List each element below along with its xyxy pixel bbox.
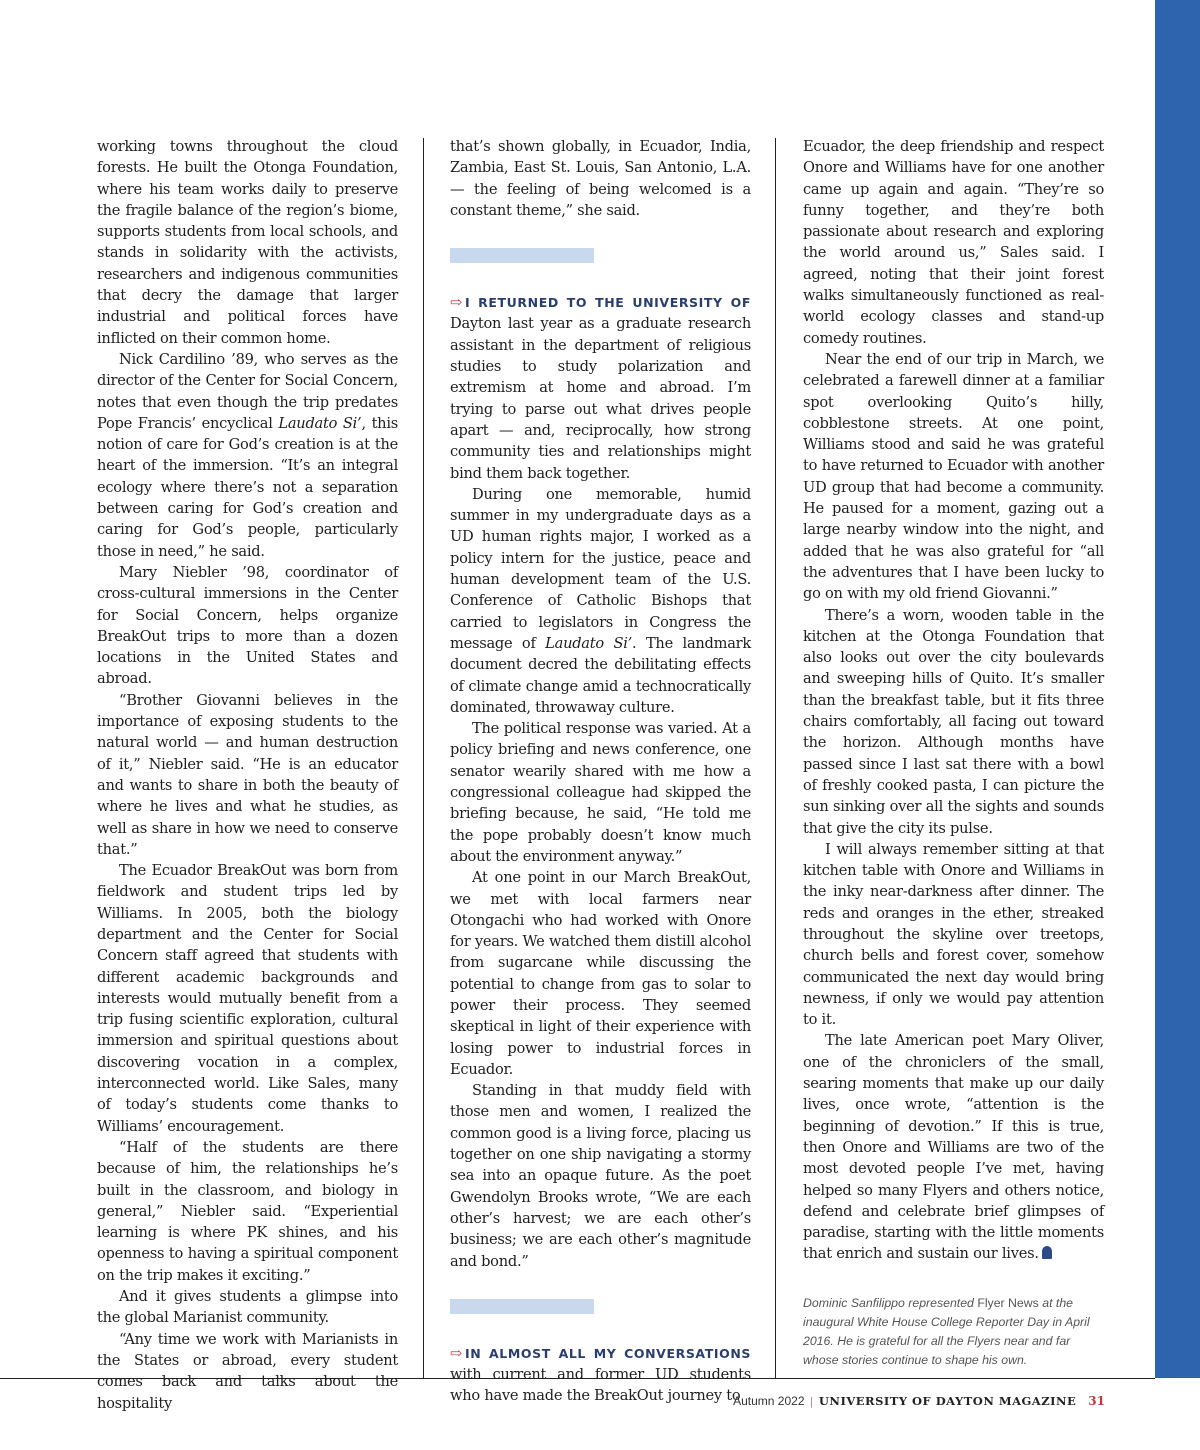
text-run: with current and former UD students who have made the BreakOut journey to: [450, 1366, 751, 1405]
text-run: Dominic Sanfilippo represented: [803, 1295, 978, 1310]
paragraph: “Half of the students are there because of him, the relationships he’s built in the classroom, and biology in general,” Niebler said. “Experiential learning is where PK shines, and his openness to having a spiritual component on the trip makes it exciting.”: [97, 1138, 398, 1284]
paragraph: Near the end of our trip in March, we celebrated a farewell dinner at a familiar spot overlooking Quito’s hilly, cobblestone streets. At one point, Williams stood and said he was grateful to have returned to Ecuador with another UD group that had become a community. He paused for a moment, gazing out a large nearby window into the night, and added that he was also grateful for “all the adventures that I have been lucky to go on with my old friend Giovanni.”: [803, 350, 1104, 603]
text-run: Nick Cardilino ’89, who serves as the director of the Center for Social Concern, notes that even though the trip predates Pope Francis’ encyclical: [97, 350, 398, 432]
paragraph: working towns throughout the cloud forests. He built the Otonga Foundation, where his team works daily to preserve the fragile balance of the region’s biome, supports students from local schools, and stands in solidarity with the activists, researchers and indigenous communities that decry the damage that larger industrial and political forces have inflicted on their common home.: [97, 138, 398, 347]
text-run: . The landmark document decred the debilitating effects of climate change amid a technocratically dominated, throwaway culture.: [450, 634, 751, 716]
encyclical-title: Laudato Si’: [278, 414, 362, 432]
paragraph: Standing in that muddy field with those men and women, I realized the common good is a living force, placing us together on one ship navigating a stormy sea into an opaque future. As the poet Gwendolyn Brooks wrote, “We are each other’s harvest; we are each other’s business; we are each other’s magnitude and bond.”: [450, 1082, 751, 1270]
author-bio: [803, 1294, 1104, 1370]
paragraph: “Any time we work with Marianists in the States or abroad, every student comes back and talks about the hospitality: [97, 1330, 398, 1412]
side-color-bar: [1155, 0, 1200, 1378]
paragraph: The political response was varied. At a policy briefing and news conference, one senator wearily shared with me how a congressional colleague had skipped the briefing because, he said, “He told me the pope probably doesn’t know much about the environment anyway.”: [450, 720, 751, 865]
end-mark-icon: [1042, 1246, 1052, 1259]
column-divider-2: [775, 138, 776, 1378]
section-break-bar: [450, 248, 594, 263]
paragraph: “Brother Giovanni believes in the importance of exposing students to the natural world — and human destruction of it,” Niebler said. “He is an educator and wants to share in both the beauty of where he lives and what he studies, as well as share in how we need to conserve that.”: [97, 691, 398, 858]
issue-date: Autumn 2022: [733, 1394, 805, 1408]
paragraph: There’s a worn, wooden table in the kitchen at the Otonga Foundation that also looks out over the city boulevards and sweeping hills of Quito. It’s smaller than the breakfast table, but it fits three chairs comfortably, all facing out toward the horizon. Although months have passed since I last sat there with a bowl of freshly cooked pasta, I can picture the sun sinking over all the sights and sounds that give the city its pulse.: [803, 606, 1104, 837]
lead-in: IN ALMOST ALL MY CONVERSATIONS: [464, 1345, 751, 1361]
page-number: 31: [1088, 1394, 1105, 1408]
text-run: , this notion of care for God’s creation is at the heart of the immersion. “It’s an integral ecology where there’s not a separation between caring for God’s creation and caring for God’s people, particularly those in need,” he said.: [97, 414, 398, 560]
page-footer: [733, 1394, 1105, 1409]
footer-separator: |: [810, 1394, 813, 1408]
section-lead-paragraph: [450, 292, 751, 484]
lead-in: I RETURNED TO THE UNIVERSITY OF: [464, 295, 751, 311]
paragraph: that’s shown globally, in Ecuador, India, Zambia, East St. Louis, San Antonio, L.A. — the feeling of being welcomed is a constant theme,” she said.: [450, 138, 751, 219]
text-run: During one memorable, humid summer in my undergraduate days as a UD human rights major, I worked as a policy intern for the justice, peace and human development team of the U.S. Conference of Catholic Bishops that carried to legislators in Congress the message of: [450, 485, 751, 652]
arrow-icon: ⇨: [450, 1344, 462, 1362]
article-column-1: [97, 136, 398, 1414]
encyclical-title: Laudato Si’: [545, 634, 633, 652]
paragraph: [450, 484, 751, 718]
paragraph: And it gives students a glimpse into the global Marianist community.: [97, 1288, 398, 1327]
final-paragraph: [803, 1030, 1104, 1264]
section-lead-paragraph: [450, 1343, 751, 1407]
paragraph: Mary Niebler ’98, coordinator of cross-cultural immersions in the Center for Social Concern, helps organize BreakOut trips to more than a dozen locations in the United States and abroad.: [97, 563, 398, 688]
arrow-icon: ⇨: [450, 294, 462, 312]
text-run: The late American poet Mary Oliver, one of the chroniclers of the small, searing moments that make up our daily lives, once wrote, “attention is the beginning of devotion.” If this is true, then Onore and Williams are two of the most devoted people I’ve met, having helped so many Flyers and others notice, defend and celebrate brief glimpses of paradise, starting with the little moments that enrich and sustain our lives.: [803, 1032, 1104, 1263]
paragraph: Ecuador, the deep friendship and respect Onore and Williams have for one another came up again and again. “They’re so funny together, and they’re both passionate about research and exploring the world around us,” Sales said. I agreed, noting that their joint forest walks simultaneously functioned as real-world ecology classes and stand-up comedy routines.: [803, 138, 1104, 347]
paragraph: I will always remember sitting at that kitchen table with Onore and Williams in the inky near-darkness after dinner. The reds and oranges in the ether, streaked throughout the skyline over treetops, church bells and forest cover, somehow communicated the next day would bring newness, if only we would pay attention to it.: [803, 840, 1104, 1029]
article-column-2: [450, 136, 751, 1407]
article-column-3: [803, 136, 1104, 1370]
magazine-title: UNIVERSITY OF DAYTON MAGAZINE: [818, 1394, 1077, 1408]
paragraph: The Ecuador BreakOut was born from fieldwork and student trips led by Williams. In 2005, both the biology department and the Center for Social Concern staff agreed that students with different academic backgrounds and interests would mutually benefit from a trip fusing scientific exploration, cultural immersion and spiritual questions about discovering vocation in a complex, interconnected world. Like Sales, many of today’s students come thanks to Williams’ encouragement.: [97, 862, 398, 1135]
text-run: Dayton last year as a graduate research assistant in the department of religious studies to study polarization and extremism at home and abroad. I’m trying to parse out what drives people apart — and, reciprocally, how strong community ties and relationships might bind them back together.: [450, 315, 751, 482]
publication-name: Flyer News: [977, 1295, 1039, 1310]
paragraph: At one point in our March BreakOut, we met with local farmers near Otongachi who had worked with Onore for years. We watched them distill alcohol from sugarcane while discussing the potential to change from gas to solar to power their process. They seemed skeptical in light of their experience with losing power to industrial forces in Ecuador.: [450, 869, 751, 1078]
column-divider-1: [423, 138, 424, 1378]
paragraph: [97, 349, 398, 562]
section-break-bar: [450, 1299, 594, 1314]
text-run: at the inaugural White House College Reporter Day in April 2016. He is grateful for all the Flyers near and far whose stories continue to shape his own.: [803, 1295, 1090, 1367]
